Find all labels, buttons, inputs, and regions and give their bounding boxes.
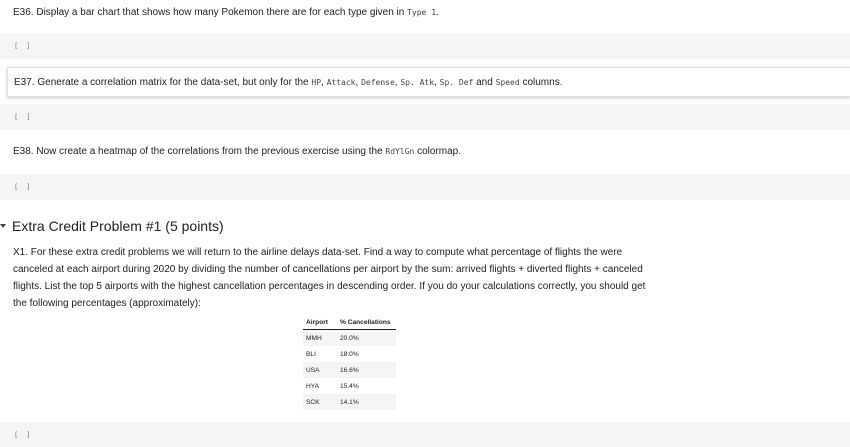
table-row	[303, 346, 396, 362]
code-cell-e36[interactable]	[0, 33, 850, 59]
code-attack: Attack	[326, 77, 356, 87]
run-bracket[interactable]: [ ]	[14, 183, 33, 191]
table-header-row	[303, 317, 396, 330]
code-hp: HP	[311, 77, 322, 87]
airport-cell: SCK	[303, 394, 337, 410]
e37-and: and	[473, 76, 496, 88]
airport-cell: MMH	[303, 330, 337, 346]
code-defense: Defense	[361, 77, 395, 87]
e37-sep: ,	[394, 76, 401, 88]
percent-cell: 20.0%	[337, 330, 396, 346]
e37-sep: ,	[355, 76, 362, 88]
exercise-e38-text	[13, 145, 843, 159]
description-line: canceled at each airport during 2020 by dividing the number of cancellations per airport by the sum: arrived flights + diverted flights + canceled	[13, 264, 643, 275]
table-row	[303, 394, 396, 410]
percent-cell: 14.1%	[337, 394, 396, 410]
airport-cell: USA	[303, 362, 337, 378]
airport-cell: HYA	[306, 382, 320, 390]
description-line: the following percentages (approximately):	[13, 298, 201, 309]
header-cancellations: % Cancellations	[337, 317, 396, 330]
run-bracket[interactable]: [ ]	[14, 42, 33, 50]
e36-code-type1: Type 1	[407, 8, 437, 17]
table-row	[303, 378, 396, 394]
exercise-e36-text	[13, 6, 843, 20]
code-cell-e37[interactable]	[0, 104, 850, 130]
e38-text-before: E38. Now create a heatmap of the correlations from the previous exercise using the	[13, 146, 386, 157]
code-sp-atk: Sp. Atk	[400, 77, 435, 87]
header-airport: Airport	[303, 317, 337, 330]
description-line: X1. For these extra credit problems we will return to the airline delays data-set. Find a way to compute what percentage of flights the were	[13, 247, 623, 258]
table-row	[303, 330, 396, 346]
e37-text-intro: E37. Generate a correlation matrix for the data-set, but only for the	[14, 76, 312, 88]
run-bracket[interactable]: [ ]	[14, 113, 33, 121]
e36-text-before: E36. Display a bar chart that shows how many Pokemon there are for each type given in	[13, 7, 408, 18]
cancellations-table	[303, 317, 396, 410]
collapse-caret-icon[interactable]	[0, 224, 6, 228]
percent-cell: 18.0%	[340, 350, 359, 358]
e37-sep: ,	[321, 76, 327, 88]
code-cell-x1[interactable]	[0, 422, 850, 447]
e37-text	[14, 77, 562, 88]
code-cell-e38[interactable]	[0, 174, 850, 200]
e37-sep: ,	[434, 76, 440, 88]
airport-cell: BLI	[306, 350, 316, 358]
exercise-e37-cell[interactable]	[7, 67, 850, 97]
code-sp-def: Sp. Def	[439, 77, 474, 87]
e36-text-after: .	[436, 7, 439, 18]
extra-credit-description	[13, 244, 713, 312]
percent-cell: 15.4%	[340, 382, 359, 390]
run-bracket[interactable]: [ ]	[14, 430, 33, 439]
code-speed: Speed	[495, 77, 520, 87]
table-row	[303, 362, 396, 378]
extra-credit-heading[interactable]	[0, 216, 224, 236]
e38-text-after: colormap.	[414, 146, 462, 157]
percent-cell: 16.6%	[337, 362, 396, 378]
description-line: flights. List the top 5 airports with the highest cancellation percentages in descending order. If you do your calculations correctly, you should get	[13, 281, 646, 292]
e37-text-end: columns.	[519, 76, 563, 88]
extra-credit-heading-text: Extra Credit Problem #1 (5 points)	[12, 218, 224, 234]
e38-code-colormap: RdYlGn	[385, 147, 415, 156]
